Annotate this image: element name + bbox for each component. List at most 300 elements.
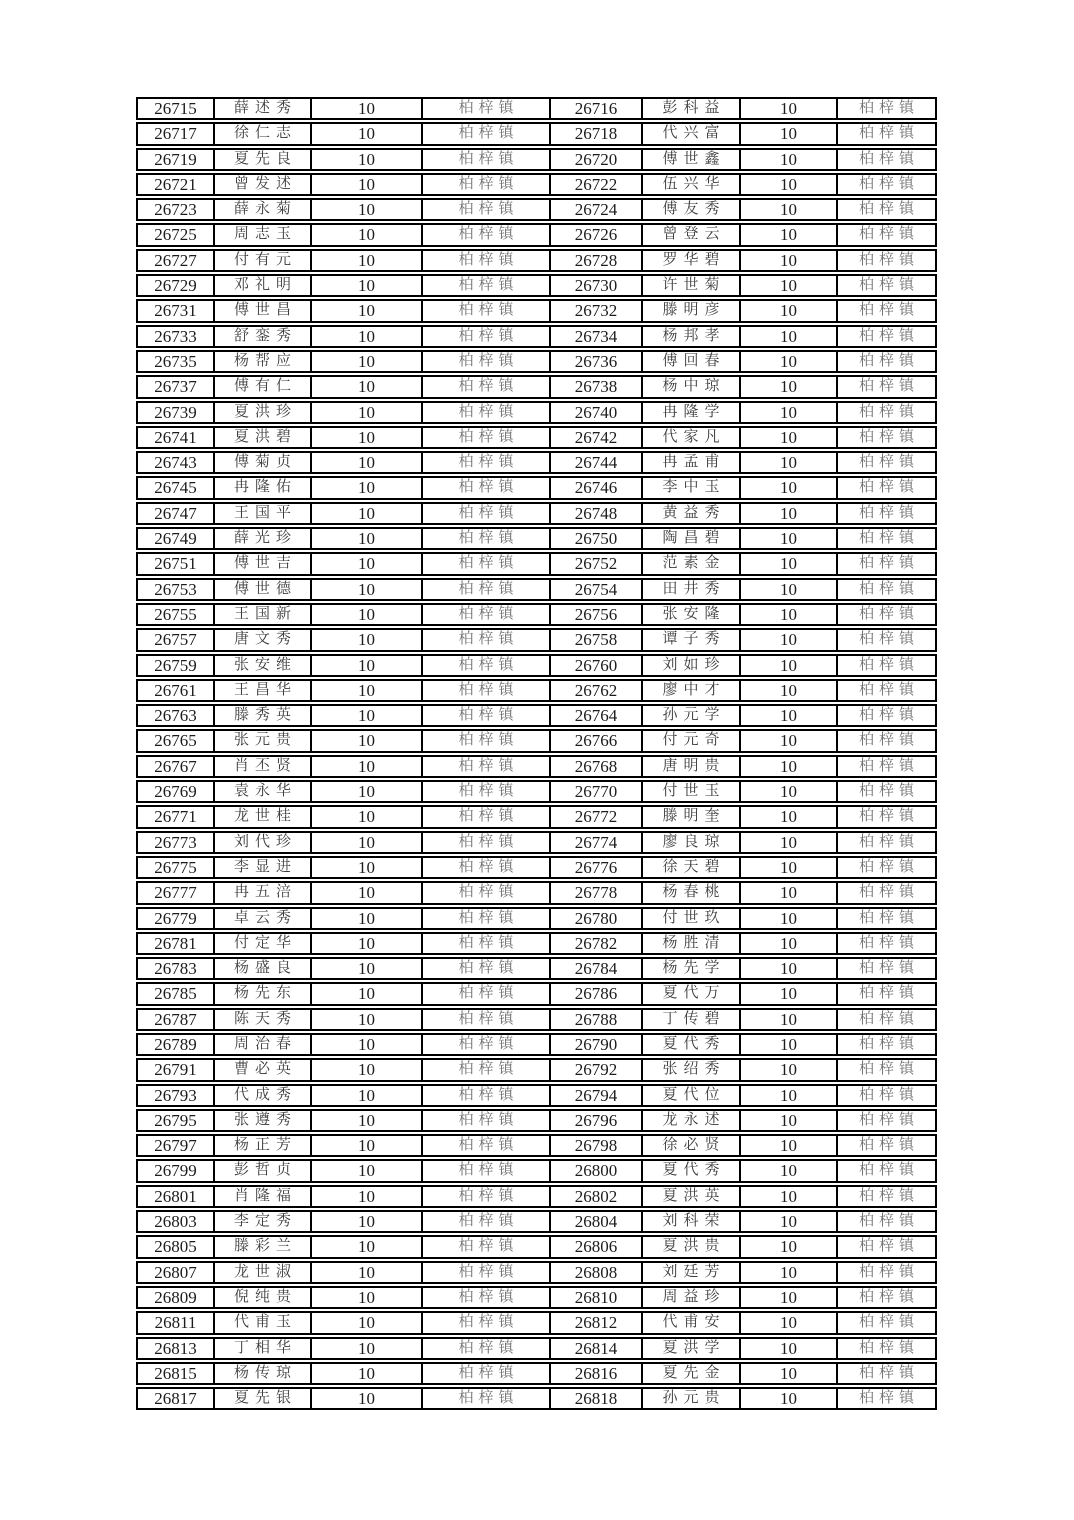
cell-amount: 10 bbox=[741, 881, 838, 904]
cell-person-id: 26762 bbox=[551, 679, 643, 702]
cell-amount: 10 bbox=[312, 780, 423, 803]
cell-town: 柏梓镇 bbox=[423, 1235, 551, 1258]
cell-person-name: 夏代秀 bbox=[643, 1159, 741, 1182]
cell-town: 柏梓镇 bbox=[423, 1109, 551, 1132]
cell-town: 柏梓镇 bbox=[838, 249, 937, 272]
cell-person-id: 26777 bbox=[136, 881, 215, 904]
cell-person-name: 刘廷芳 bbox=[643, 1261, 741, 1284]
cell-amount: 10 bbox=[741, 1261, 838, 1284]
cell-town: 柏梓镇 bbox=[838, 755, 937, 778]
cell-person-id: 26732 bbox=[551, 299, 643, 322]
cell-person-name: 黄益秀 bbox=[643, 502, 741, 525]
cell-person-id: 26721 bbox=[136, 173, 215, 196]
table-row bbox=[136, 1134, 937, 1157]
cell-amount: 10 bbox=[741, 729, 838, 752]
cell-amount: 10 bbox=[741, 527, 838, 550]
cell-amount: 10 bbox=[741, 97, 838, 120]
cell-person-name: 廖良琼 bbox=[643, 831, 741, 854]
cell-person-name: 罗华碧 bbox=[643, 249, 741, 272]
cell-person-name: 冉孟甫 bbox=[643, 451, 741, 474]
table-row bbox=[136, 122, 937, 145]
cell-person-name: 傅世吉 bbox=[215, 552, 312, 575]
table-row bbox=[136, 401, 937, 424]
table-row bbox=[136, 654, 937, 677]
cell-amount: 10 bbox=[312, 1159, 423, 1182]
cell-person-id: 26728 bbox=[551, 249, 643, 272]
cell-person-id: 26729 bbox=[136, 274, 215, 297]
cell-person-name: 薛永菊 bbox=[215, 198, 312, 221]
cell-amount: 10 bbox=[312, 1337, 423, 1360]
cell-person-name: 滕秀英 bbox=[215, 704, 312, 727]
table-row bbox=[136, 881, 937, 904]
cell-town: 柏梓镇 bbox=[838, 704, 937, 727]
cell-town: 柏梓镇 bbox=[838, 401, 937, 424]
cell-person-name: 傅世鑫 bbox=[643, 148, 741, 171]
cell-person-id: 26809 bbox=[136, 1286, 215, 1309]
cell-person-id: 26796 bbox=[551, 1109, 643, 1132]
cell-amount: 10 bbox=[741, 856, 838, 879]
cell-town: 柏梓镇 bbox=[423, 957, 551, 980]
cell-person-name: 冉五涪 bbox=[215, 881, 312, 904]
cell-amount: 10 bbox=[741, 1337, 838, 1360]
cell-person-id: 26801 bbox=[136, 1185, 215, 1208]
cell-person-name: 周治春 bbox=[215, 1033, 312, 1056]
cell-person-id: 26804 bbox=[551, 1210, 643, 1233]
table-row bbox=[136, 1084, 937, 1107]
table-row bbox=[136, 578, 937, 601]
table-row bbox=[136, 856, 937, 879]
cell-person-id: 26719 bbox=[136, 148, 215, 171]
cell-town: 柏梓镇 bbox=[838, 1185, 937, 1208]
cell-town: 柏梓镇 bbox=[423, 173, 551, 196]
cell-amount: 10 bbox=[741, 1008, 838, 1031]
cell-amount: 10 bbox=[741, 1134, 838, 1157]
cell-town: 柏梓镇 bbox=[423, 679, 551, 702]
cell-person-id: 26757 bbox=[136, 628, 215, 651]
cell-person-name: 代成秀 bbox=[215, 1084, 312, 1107]
cell-person-id: 26717 bbox=[136, 122, 215, 145]
cell-amount: 10 bbox=[741, 552, 838, 575]
cell-town: 柏梓镇 bbox=[838, 148, 937, 171]
cell-amount: 10 bbox=[741, 375, 838, 398]
cell-person-id: 26722 bbox=[551, 173, 643, 196]
cell-person-name: 肖丕贤 bbox=[215, 755, 312, 778]
cell-person-name: 卓云秀 bbox=[215, 907, 312, 930]
table-row bbox=[136, 1109, 937, 1132]
table-row bbox=[136, 274, 937, 297]
cell-person-name: 夏代万 bbox=[643, 982, 741, 1005]
cell-person-id: 26724 bbox=[551, 198, 643, 221]
cell-person-name: 傅菊贞 bbox=[215, 451, 312, 474]
cell-town: 柏梓镇 bbox=[423, 1261, 551, 1284]
table-row bbox=[136, 957, 937, 980]
cell-person-id: 26781 bbox=[136, 932, 215, 955]
table-row bbox=[136, 173, 937, 196]
cell-person-name: 滕明彦 bbox=[643, 299, 741, 322]
cell-person-name: 冉隆佑 bbox=[215, 476, 312, 499]
cell-town: 柏梓镇 bbox=[423, 654, 551, 677]
table-row bbox=[136, 325, 937, 348]
cell-amount: 10 bbox=[312, 1185, 423, 1208]
cell-person-name: 舒銮秀 bbox=[215, 325, 312, 348]
cell-person-name: 张安隆 bbox=[643, 603, 741, 626]
cell-person-name: 傅友秀 bbox=[643, 198, 741, 221]
cell-person-id: 26745 bbox=[136, 476, 215, 499]
cell-town: 柏梓镇 bbox=[423, 451, 551, 474]
cell-person-name: 谭子秀 bbox=[643, 628, 741, 651]
cell-amount: 10 bbox=[741, 1311, 838, 1334]
cell-amount: 10 bbox=[312, 426, 423, 449]
cell-person-id: 26817 bbox=[136, 1387, 215, 1410]
cell-person-id: 26771 bbox=[136, 805, 215, 828]
cell-amount: 10 bbox=[741, 704, 838, 727]
cell-town: 柏梓镇 bbox=[838, 982, 937, 1005]
cell-amount: 10 bbox=[312, 1261, 423, 1284]
cell-person-name: 周志玉 bbox=[215, 223, 312, 246]
cell-person-id: 26725 bbox=[136, 223, 215, 246]
cell-town: 柏梓镇 bbox=[838, 679, 937, 702]
cell-amount: 10 bbox=[312, 1286, 423, 1309]
cell-town: 柏梓镇 bbox=[838, 97, 937, 120]
cell-person-id: 26740 bbox=[551, 401, 643, 424]
cell-person-name: 张绍秀 bbox=[643, 1058, 741, 1081]
cell-amount: 10 bbox=[741, 1210, 838, 1233]
table-row bbox=[136, 1387, 937, 1410]
cell-amount: 10 bbox=[312, 249, 423, 272]
cell-amount: 10 bbox=[312, 1008, 423, 1031]
cell-person-id: 26807 bbox=[136, 1261, 215, 1284]
cell-person-id: 26747 bbox=[136, 502, 215, 525]
cell-person-id: 26769 bbox=[136, 780, 215, 803]
cell-person-name: 滕彩兰 bbox=[215, 1235, 312, 1258]
cell-town: 柏梓镇 bbox=[838, 1008, 937, 1031]
cell-amount: 10 bbox=[741, 122, 838, 145]
cell-amount: 10 bbox=[741, 1286, 838, 1309]
cell-town: 柏梓镇 bbox=[838, 1387, 937, 1410]
cell-person-name: 杨帮应 bbox=[215, 350, 312, 373]
cell-person-name: 曾发述 bbox=[215, 173, 312, 196]
cell-amount: 10 bbox=[312, 502, 423, 525]
cell-town: 柏梓镇 bbox=[423, 1185, 551, 1208]
cell-town: 柏梓镇 bbox=[838, 856, 937, 879]
cell-person-name: 徐天碧 bbox=[643, 856, 741, 879]
cell-person-name: 傅回春 bbox=[643, 350, 741, 373]
table-row bbox=[136, 350, 937, 373]
cell-town: 柏梓镇 bbox=[838, 1134, 937, 1157]
table-row bbox=[136, 1159, 937, 1182]
cell-amount: 10 bbox=[312, 1311, 423, 1334]
cell-amount: 10 bbox=[312, 350, 423, 373]
cell-amount: 10 bbox=[312, 148, 423, 171]
cell-person-name: 刘代珍 bbox=[215, 831, 312, 854]
cell-town: 柏梓镇 bbox=[838, 1286, 937, 1309]
cell-person-name: 曾登云 bbox=[643, 223, 741, 246]
cell-town: 柏梓镇 bbox=[423, 932, 551, 955]
cell-person-id: 26748 bbox=[551, 502, 643, 525]
cell-amount: 10 bbox=[312, 578, 423, 601]
cell-person-id: 26775 bbox=[136, 856, 215, 879]
cell-person-id: 26742 bbox=[551, 426, 643, 449]
cell-person-name: 彭科益 bbox=[643, 97, 741, 120]
cell-town: 柏梓镇 bbox=[838, 527, 937, 550]
cell-town: 柏梓镇 bbox=[423, 122, 551, 145]
table-row bbox=[136, 1337, 937, 1360]
cell-person-id: 26805 bbox=[136, 1235, 215, 1258]
cell-town: 柏梓镇 bbox=[423, 1362, 551, 1385]
cell-person-id: 26787 bbox=[136, 1008, 215, 1031]
cell-amount: 10 bbox=[741, 831, 838, 854]
cell-amount: 10 bbox=[312, 1387, 423, 1410]
cell-person-name: 龙世淑 bbox=[215, 1261, 312, 1284]
cell-town: 柏梓镇 bbox=[423, 1084, 551, 1107]
cell-amount: 10 bbox=[741, 223, 838, 246]
cell-town: 柏梓镇 bbox=[838, 552, 937, 575]
cell-person-name: 田井秀 bbox=[643, 578, 741, 601]
cell-town: 柏梓镇 bbox=[838, 173, 937, 196]
cell-town: 柏梓镇 bbox=[423, 552, 551, 575]
cell-person-name: 张遵秀 bbox=[215, 1109, 312, 1132]
cell-person-id: 26768 bbox=[551, 755, 643, 778]
cell-town: 柏梓镇 bbox=[423, 831, 551, 854]
cell-town: 柏梓镇 bbox=[423, 1210, 551, 1233]
cell-town: 柏梓镇 bbox=[423, 502, 551, 525]
cell-person-id: 26765 bbox=[136, 729, 215, 752]
cell-person-id: 26791 bbox=[136, 1058, 215, 1081]
table-row bbox=[136, 223, 937, 246]
cell-person-name: 杨传琼 bbox=[215, 1362, 312, 1385]
cell-town: 柏梓镇 bbox=[423, 982, 551, 1005]
cell-person-name: 彭哲贞 bbox=[215, 1159, 312, 1182]
cell-amount: 10 bbox=[741, 1058, 838, 1081]
cell-person-id: 26741 bbox=[136, 426, 215, 449]
cell-person-id: 26816 bbox=[551, 1362, 643, 1385]
cell-person-id: 26772 bbox=[551, 805, 643, 828]
cell-town: 柏梓镇 bbox=[838, 223, 937, 246]
table-row bbox=[136, 502, 937, 525]
cell-person-id: 26789 bbox=[136, 1033, 215, 1056]
cell-amount: 10 bbox=[312, 476, 423, 499]
table-row bbox=[136, 375, 937, 398]
cell-amount: 10 bbox=[312, 856, 423, 879]
cell-person-name: 杨先学 bbox=[643, 957, 741, 980]
cell-person-id: 26727 bbox=[136, 249, 215, 272]
cell-town: 柏梓镇 bbox=[838, 603, 937, 626]
cell-town: 柏梓镇 bbox=[423, 603, 551, 626]
cell-town: 柏梓镇 bbox=[838, 1311, 937, 1334]
cell-town: 柏梓镇 bbox=[838, 350, 937, 373]
cell-person-id: 26760 bbox=[551, 654, 643, 677]
cell-person-id: 26761 bbox=[136, 679, 215, 702]
cell-town: 柏梓镇 bbox=[838, 628, 937, 651]
cell-town: 柏梓镇 bbox=[838, 325, 937, 348]
cell-town: 柏梓镇 bbox=[423, 198, 551, 221]
cell-person-id: 26739 bbox=[136, 401, 215, 424]
cell-town: 柏梓镇 bbox=[838, 881, 937, 904]
cell-amount: 10 bbox=[312, 805, 423, 828]
table-row bbox=[136, 1261, 937, 1284]
cell-town: 柏梓镇 bbox=[838, 1261, 937, 1284]
cell-amount: 10 bbox=[741, 502, 838, 525]
cell-town: 柏梓镇 bbox=[838, 654, 937, 677]
cell-town: 柏梓镇 bbox=[423, 1033, 551, 1056]
cell-town: 柏梓镇 bbox=[423, 881, 551, 904]
cell-town: 柏梓镇 bbox=[423, 1134, 551, 1157]
cell-person-name: 廖中才 bbox=[643, 679, 741, 702]
cell-person-id: 26818 bbox=[551, 1387, 643, 1410]
table-row bbox=[136, 451, 937, 474]
cell-amount: 10 bbox=[741, 451, 838, 474]
cell-town: 柏梓镇 bbox=[838, 907, 937, 930]
cell-amount: 10 bbox=[741, 1033, 838, 1056]
cell-amount: 10 bbox=[312, 628, 423, 651]
table-row bbox=[136, 1033, 937, 1056]
cell-person-name: 王昌华 bbox=[215, 679, 312, 702]
cell-person-name: 许世菊 bbox=[643, 274, 741, 297]
cell-person-id: 26718 bbox=[551, 122, 643, 145]
cell-amount: 10 bbox=[312, 907, 423, 930]
cell-town: 柏梓镇 bbox=[838, 729, 937, 752]
table-row bbox=[136, 1185, 937, 1208]
table-row bbox=[136, 679, 937, 702]
cell-town: 柏梓镇 bbox=[423, 704, 551, 727]
cell-person-id: 26802 bbox=[551, 1185, 643, 1208]
cell-person-name: 代甫安 bbox=[643, 1311, 741, 1334]
cell-person-id: 26776 bbox=[551, 856, 643, 879]
table-row bbox=[136, 982, 937, 1005]
cell-amount: 10 bbox=[741, 628, 838, 651]
table-row bbox=[136, 426, 937, 449]
cell-person-name: 徐必贤 bbox=[643, 1134, 741, 1157]
cell-amount: 10 bbox=[741, 401, 838, 424]
cell-town: 柏梓镇 bbox=[838, 1337, 937, 1360]
cell-person-name: 陈天秀 bbox=[215, 1008, 312, 1031]
cell-person-name: 李显进 bbox=[215, 856, 312, 879]
cell-person-name: 夏洪英 bbox=[643, 1185, 741, 1208]
cell-amount: 10 bbox=[312, 603, 423, 626]
cell-town: 柏梓镇 bbox=[838, 299, 937, 322]
cell-town: 柏梓镇 bbox=[838, 1235, 937, 1258]
cell-town: 柏梓镇 bbox=[838, 426, 937, 449]
cell-town: 柏梓镇 bbox=[423, 755, 551, 778]
cell-person-name: 付有元 bbox=[215, 249, 312, 272]
cell-person-name: 夏洪珍 bbox=[215, 401, 312, 424]
cell-amount: 10 bbox=[312, 122, 423, 145]
cell-person-id: 26798 bbox=[551, 1134, 643, 1157]
cell-person-id: 26792 bbox=[551, 1058, 643, 1081]
cell-person-name: 曹必英 bbox=[215, 1058, 312, 1081]
cell-town: 柏梓镇 bbox=[423, 729, 551, 752]
cell-person-id: 26754 bbox=[551, 578, 643, 601]
table-row bbox=[136, 1210, 937, 1233]
cell-person-name: 丁传碧 bbox=[643, 1008, 741, 1031]
cell-person-name: 刘如珍 bbox=[643, 654, 741, 677]
cell-amount: 10 bbox=[741, 1185, 838, 1208]
cell-person-id: 26755 bbox=[136, 603, 215, 626]
cell-person-name: 杨胜清 bbox=[643, 932, 741, 955]
table-row bbox=[136, 907, 937, 930]
cell-person-id: 26716 bbox=[551, 97, 643, 120]
cell-person-name: 薛光珍 bbox=[215, 527, 312, 550]
cell-town: 柏梓镇 bbox=[838, 1084, 937, 1107]
cell-town: 柏梓镇 bbox=[423, 274, 551, 297]
cell-person-name: 代兴富 bbox=[643, 122, 741, 145]
cell-person-name: 范素金 bbox=[643, 552, 741, 575]
cell-person-name: 夏先金 bbox=[643, 1362, 741, 1385]
cell-amount: 10 bbox=[312, 957, 423, 980]
cell-town: 柏梓镇 bbox=[423, 1159, 551, 1182]
table-row bbox=[136, 805, 937, 828]
cell-person-id: 26814 bbox=[551, 1337, 643, 1360]
cell-person-id: 26715 bbox=[136, 97, 215, 120]
cell-town: 柏梓镇 bbox=[838, 122, 937, 145]
table-row bbox=[136, 1311, 937, 1334]
cell-person-id: 26731 bbox=[136, 299, 215, 322]
cell-person-id: 26766 bbox=[551, 729, 643, 752]
cell-town: 柏梓镇 bbox=[838, 1033, 937, 1056]
cell-town: 柏梓镇 bbox=[423, 1311, 551, 1334]
cell-person-name: 王国平 bbox=[215, 502, 312, 525]
cell-amount: 10 bbox=[741, 907, 838, 930]
cell-amount: 10 bbox=[312, 299, 423, 322]
roster-table bbox=[136, 95, 937, 1412]
cell-amount: 10 bbox=[312, 1362, 423, 1385]
cell-town: 柏梓镇 bbox=[423, 223, 551, 246]
cell-town: 柏梓镇 bbox=[423, 401, 551, 424]
cell-amount: 10 bbox=[312, 1084, 423, 1107]
table-row bbox=[136, 1058, 937, 1081]
cell-person-id: 26758 bbox=[551, 628, 643, 651]
cell-town: 柏梓镇 bbox=[423, 1008, 551, 1031]
cell-person-id: 26734 bbox=[551, 325, 643, 348]
cell-amount: 10 bbox=[312, 1109, 423, 1132]
table-row bbox=[136, 198, 937, 221]
cell-person-name: 龙世桂 bbox=[215, 805, 312, 828]
cell-amount: 10 bbox=[312, 1134, 423, 1157]
cell-person-id: 26812 bbox=[551, 1311, 643, 1334]
cell-person-id: 26764 bbox=[551, 704, 643, 727]
table-row bbox=[136, 1008, 937, 1031]
cell-amount: 10 bbox=[741, 148, 838, 171]
cell-person-id: 26749 bbox=[136, 527, 215, 550]
cell-person-id: 26730 bbox=[551, 274, 643, 297]
cell-person-id: 26759 bbox=[136, 654, 215, 677]
cell-person-name: 王国新 bbox=[215, 603, 312, 626]
table-row bbox=[136, 148, 937, 171]
cell-amount: 10 bbox=[312, 451, 423, 474]
cell-town: 柏梓镇 bbox=[838, 1058, 937, 1081]
cell-person-name: 唐明贵 bbox=[643, 755, 741, 778]
cell-person-name: 倪纯贵 bbox=[215, 1286, 312, 1309]
cell-person-name: 薛述秀 bbox=[215, 97, 312, 120]
cell-person-name: 夏先良 bbox=[215, 148, 312, 171]
cell-amount: 10 bbox=[312, 1058, 423, 1081]
cell-town: 柏梓镇 bbox=[423, 426, 551, 449]
cell-person-name: 杨春桃 bbox=[643, 881, 741, 904]
cell-person-name: 杨中琼 bbox=[643, 375, 741, 398]
table-row bbox=[136, 831, 937, 854]
cell-person-id: 26752 bbox=[551, 552, 643, 575]
cell-amount: 10 bbox=[741, 654, 838, 677]
cell-person-id: 26737 bbox=[136, 375, 215, 398]
cell-town: 柏梓镇 bbox=[838, 780, 937, 803]
cell-amount: 10 bbox=[741, 780, 838, 803]
table-row bbox=[136, 628, 937, 651]
cell-person-id: 26751 bbox=[136, 552, 215, 575]
cell-person-id: 26746 bbox=[551, 476, 643, 499]
table-row bbox=[136, 729, 937, 752]
cell-person-id: 26782 bbox=[551, 932, 643, 955]
cell-person-id: 26774 bbox=[551, 831, 643, 854]
